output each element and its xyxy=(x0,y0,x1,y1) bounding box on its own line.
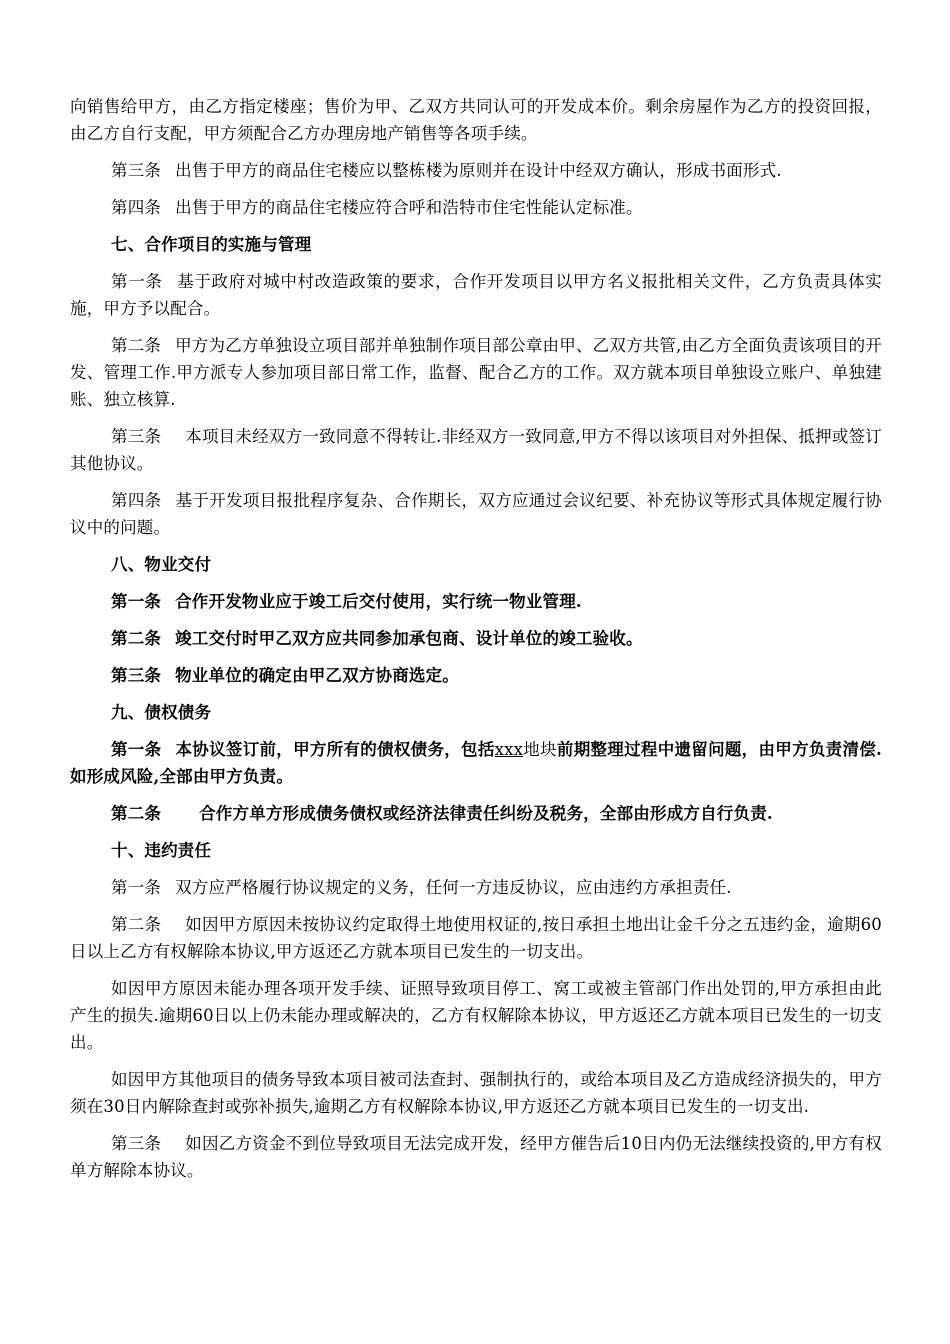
clause-text: 双方应严格履行协议规定的义务，任何一方违反协议，应由违约方承担责任. xyxy=(175,878,732,897)
paragraph-permit-delay xyxy=(70,975,882,1056)
paragraph-text: 如因甲方其他项目的债务导致本项目被司法查封、强制执行的，或给本项目及乙方造成经济损失的，甲方须在30日内解除查封或弥补损失,逾期乙方有权解除本协议,甲方返还乙方就本项目已发生的一切支出. xyxy=(70,1070,882,1116)
clause-7-3 xyxy=(70,423,882,477)
clause-text: 竣工交付时甲乙双方应共同参加承包商、设计单位的竣工验收。 xyxy=(175,629,643,648)
clause-text: 如因乙方资金不到位导致项目无法完成开发，经甲方催告后10日内仍无法继续投资的,甲方有权单方解除本协议。 xyxy=(70,1134,883,1180)
clause-6-3 xyxy=(70,157,882,184)
section-heading-7: 七、合作项目的实施与管理 xyxy=(111,235,312,254)
clause-label: 第四条 xyxy=(111,198,162,217)
clause-10-1 xyxy=(70,874,882,901)
clause-label: 第二条 xyxy=(111,804,162,823)
clause-label: 第三条 xyxy=(111,1134,162,1153)
clause-label: 第一条 xyxy=(111,272,163,291)
clause-label: 第二条 xyxy=(111,629,162,648)
paragraph-text: 向销售给甲方，由乙方指定楼座；售价为甲、乙双方共同认可的开发成本价。剩余房屋作为乙方的投资回报，由乙方自行支配，甲方须配合乙方办理房地产销售等各项手续。 xyxy=(70,97,882,143)
clause-8-1 xyxy=(70,588,882,615)
plot-word: 地块 xyxy=(523,740,557,759)
paragraph-other-debts xyxy=(70,1066,882,1120)
clause-8-3 xyxy=(70,662,882,689)
clause-label: 第三条 xyxy=(111,161,162,180)
clause-7-4 xyxy=(70,487,882,541)
clause-8-2 xyxy=(70,625,882,652)
clause-9-2 xyxy=(70,800,882,827)
clause-label: 第一条 xyxy=(111,878,162,897)
clause-label: 第二条 xyxy=(111,336,162,355)
clause-text: 基于开发项目报批程序复杂、合作期长，双方应通过会议纪要、补充协议等形式具体规定履行协议中的问题。 xyxy=(70,491,882,537)
clause-7-1 xyxy=(70,268,882,322)
clause-text: 合作开发物业应于竣工后交付使用，实行统一物业管理. xyxy=(175,592,582,611)
document-page xyxy=(70,93,882,1194)
clause-label: 第二条 xyxy=(111,915,162,934)
clause-text: 如因甲方原因未按协议约定取得土地使用权证的,按日承担土地出让金千分之五违约金，逾期60日以上乙方有权解除本协议,甲方返还乙方就本项目已发生的一切支出。 xyxy=(70,915,883,961)
clause-7-2 xyxy=(70,332,882,413)
paragraph-sales-terms xyxy=(70,93,882,147)
clause-text: 本项目未经双方一致同意不得转让.非经双方一致同意,甲方不得以该项目对外担保、抵押或签订其他协议。 xyxy=(70,427,882,473)
clause-10-2 xyxy=(70,911,882,965)
clause-text: 出售于甲方的商品住宅楼应以整栋楼为原则并在设计中经双方确认，形成书面形式. xyxy=(175,161,782,180)
clause-label: 第一条 xyxy=(111,592,162,611)
clause-6-4 xyxy=(70,194,882,221)
clause-text: 物业单位的确定由甲乙双方协商选定。 xyxy=(175,666,460,685)
clause-label: 第四条 xyxy=(111,491,162,510)
clause-text: 基于政府对城中村改造政策的要求，合作开发项目以甲方名义报批相关文件，乙方负责具体实施，甲方予以配合。 xyxy=(70,272,882,318)
clause-label: 第三条 xyxy=(111,666,162,685)
section-heading-9: 九、债权债务 xyxy=(111,703,212,722)
paragraph-text: 如因甲方原因未能办理各项开发手续、证照导致项目停工、窝工或被主管部门作出处罚的,甲方承担由此产生的损失.逾期60日以上仍未能办理或解决的，乙方有权解除本协议，甲方返还乙方就本项目已发生的一切支出。 xyxy=(70,979,882,1052)
clause-text: 本协议签订前，甲方所有的债权债务，包括 xyxy=(175,740,495,759)
section-heading-8: 八、物业交付 xyxy=(111,555,212,574)
plot-placeholder: xxx xyxy=(494,740,524,759)
clause-10-3 xyxy=(70,1130,882,1184)
clause-text: 出售于甲方的商品住宅楼应符合呼和浩特市住宅性能认定标准。 xyxy=(175,198,643,217)
clause-text: 合作方单方形成债务债权或经济法律责任纠纷及税务，全部由形成方自行负责. xyxy=(199,804,773,823)
clause-label: 第三条 xyxy=(111,427,162,446)
clause-9-1 xyxy=(70,736,882,790)
clause-text-continued: 前期整理过程中遗留问题，由甲方负责清偿.如形成风险,全部由甲方负责。 xyxy=(70,740,883,786)
clause-text: 甲方为乙方单独设立项目部并单独制作项目部公章由甲、乙双方共管,由乙方全面负责该项目的开发、管理工作.甲方派专人参加项目部日常工作，监督、配合乙方的工作。双方就本项目单独设立账户、单独建账、独立核算. xyxy=(70,336,882,409)
section-heading-10: 十、违约责任 xyxy=(111,841,212,860)
clause-label: 第一条 xyxy=(111,740,162,759)
